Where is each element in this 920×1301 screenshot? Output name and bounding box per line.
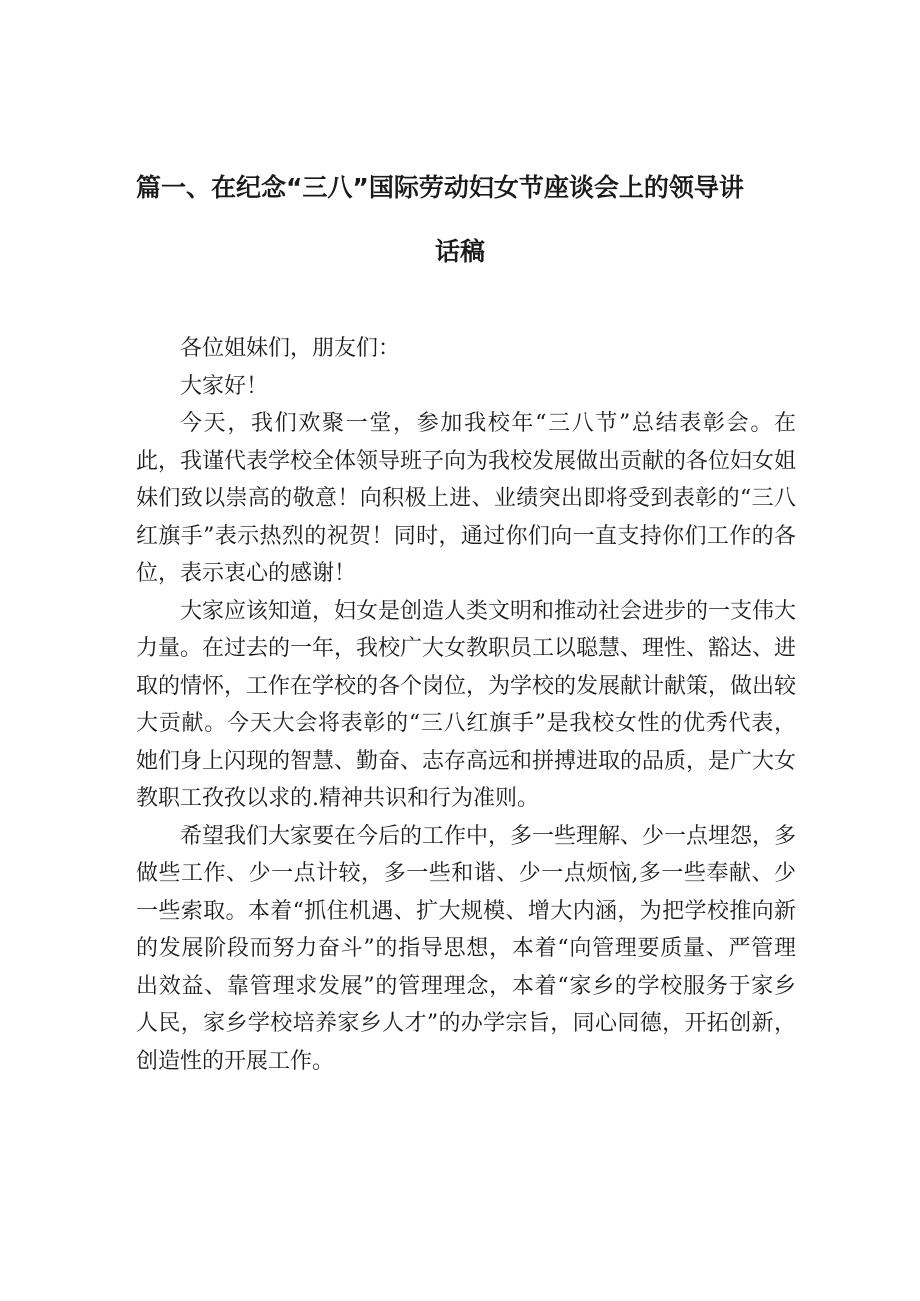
paragraph-opening: 今天，我们欢聚一堂，参加我校年“三八节”总结表彰会。在此，我谨代表学校全体领导班子向为我校发展做出贡献的各位妇女姐妹们致以崇高的敬意！向积极上进、业绩突出即将受到表彰的“三八红旗手”表示热烈的祝贺！同时，通过你们向一直支持你们工作的各位，表示衷心的感谢！ [136, 411, 797, 586]
document-title-line-2: 话稿 [434, 237, 485, 266]
document-body [136, 330, 796, 1080]
paragraph-women-contribution: 大家应该知道，妇女是创造人类文明和推动社会进步的一支伟大力量。在过去的一年，我校广大女教职员工以聪慧、理性、豁达、进取的情怀，工作在学校的各个岗位，为学校的发展献计献策，做出较大贡献。今天大会将表彰的“三八红旗手”是我校女性的优秀代表，她们身上闪现的智慧、勤奋、志存高远和拼搏进取的品质，是广大女教职工孜孜以求的.精神共识和行为准则。 [136, 598, 797, 811]
paragraph-greeting: 各位姐妹们，朋友们： [180, 336, 401, 361]
document-title-line-1: 篇一、在纪念“三八”国际劳动妇女节座谈会上的领导讲 [136, 173, 744, 202]
paragraph-hello: 大家好！ [180, 373, 269, 399]
paragraph-hopes: 希望我们大家要在今后的工作中，多一些理解、少一点埋怨，多做些工作、少一点计较，多一些和谐、少一点烦恼,多一些奉献、少一些索取。本着“抓住机遇、扩大规模、增大内涵，为把学校推向新的发展阶段而努力奋斗”的指导思想，本着“向管理要质量、严管理出效益、靠管理求发展”的管理理念，本着“家乡的学校服务于家乡人民，家乡学校培养家乡人才”的办学宗旨，同心同德，开拓创新，创造性的开展工作。 [136, 823, 797, 1074]
